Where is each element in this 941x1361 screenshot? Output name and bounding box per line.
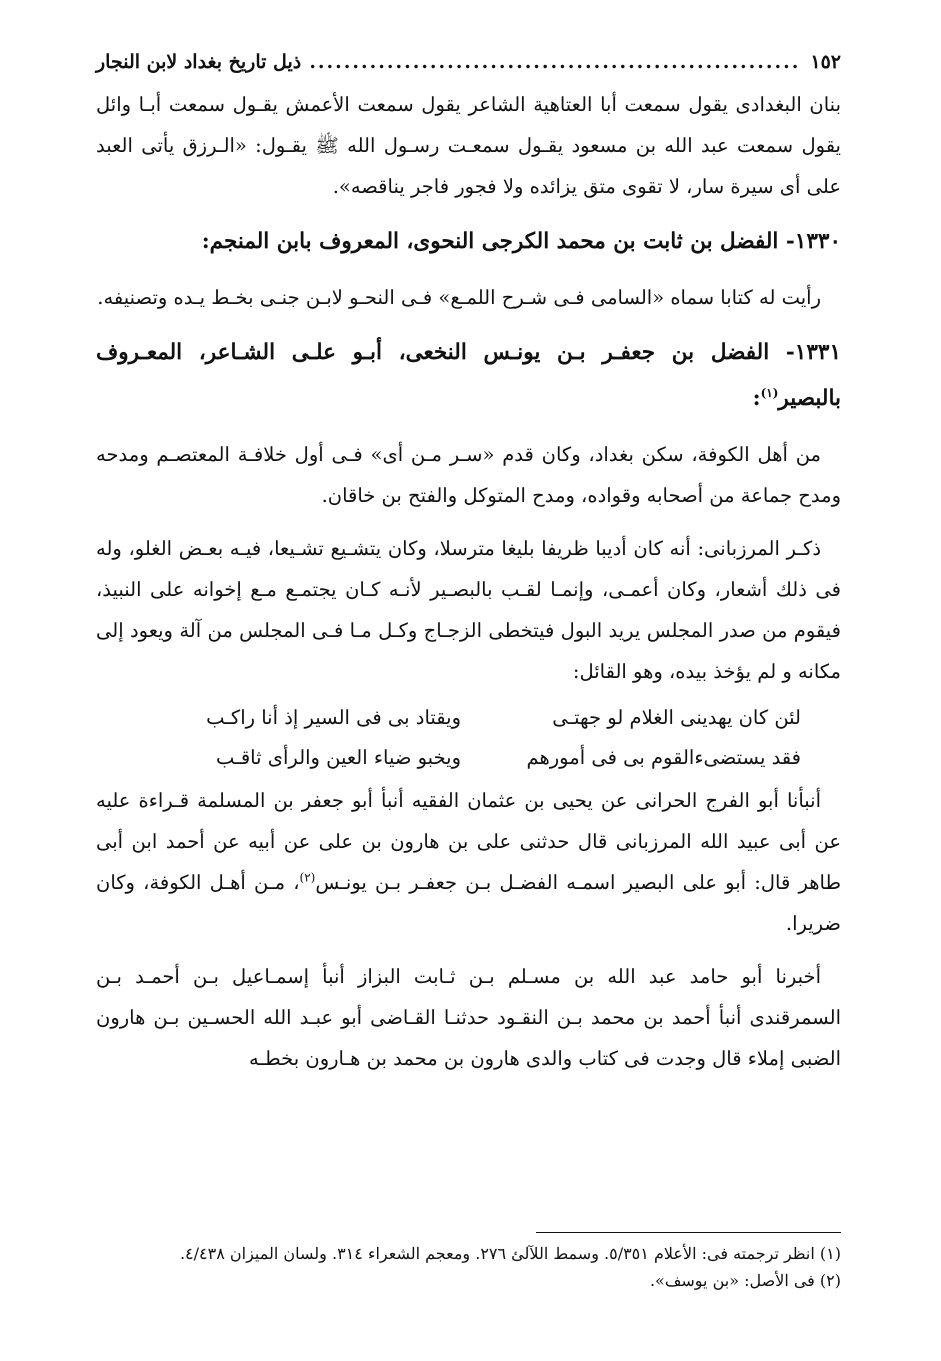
document-page [96,40,841,1341]
footnote-ref-2[interactable]: (٢) [299,870,316,885]
paragraph-marzubani: ذكـر المرزبانى: أنه كان أديبا ظريفا بليغا مترسلا، وكان يتشـيع تشـيعا، فيـه بعـض الغلو، وله فى ذلك أشعار، وكان أعمـى، وإنمـا لقـب بالبصـير لأنـه كـان يجتمـع مـع إخوانه على النبيذ، فيقوم من صدر المجلس يريد البول فيتخطى الزجـاج وكـل مـا فـى المجلس من آلة ويعود إلى مكانه و لم يؤخذ بيده، وهو القائل: [96,537,841,683]
poem-verse [96,738,801,778]
footnote-ref-1[interactable]: (١) [760,385,779,400]
spacer [96,318,841,330]
poem [96,698,841,778]
dotted-leader [311,40,800,84]
spacer [96,944,841,956]
verse-second-hemistich: ويقتاد بى فى السير إذ أنا راكـب [206,706,461,729]
spacer [96,422,841,434]
paragraph-hadith: بنان البغدادى يقول سمعت أبا العتاهية الشاعر يقول سمعت الأعمش يقـول سمعت أبـا وائل يقول سمعت عبد الله بن مسعود يقـول سمعـت رسـول الله ﷺ يقـول: «الـرزق يأتى العبد على أى سيرة سار، لا تقوى متق يزائده ولا فجور فاجر يناقصه». [96,93,841,198]
entry-heading-1331-text: ١٣٣١- الفضل بن جعفـر بـن يونـس النخعى، أبـو علـى الشـاعر، المعـروف بالبصير [96,340,841,411]
paragraph-entry-1331-origin: من أهل الكوفة، سكن بغداد، وكان قدم «سـر مـن أى» فـى أول خلافـة المعتصـم ومدحه ومدح جماعة من أصحابه وقواده، ومدح المتوكل والفتح بن خاقان. [96,443,841,507]
spacer [96,207,841,219]
isnad-text: أنبأنا أبو الفرج الحرانى عن يحيى بن عثمان الفقيه أنبأ أبو جعفر بن المسلمة قـراءة عليه عن أبى عبيد الله المرزبانى قال حدثنى على بن هارون بن على عن أبيه عن أحمد ابن أبى طاهر قال: أبو على البصير اسمـه الفضـل بـن جعفـر بـن يونـس [96,789,841,894]
paragraph-isnad-harrani [96,780,841,944]
spacer [96,516,841,528]
poem-verse [96,698,801,738]
spacer [96,265,841,277]
isnad-text-continued: ، مـن أهـل الكوفة، وكان ضريرا. [96,871,841,935]
verse-second-hemistich: ويخبو ضياء العين والرأى ثاقـب [216,746,461,769]
paragraph-isnad-abu-hamid: أخبرنا أبو حامد عبد الله بن مسـلم بـن ثـابت البزاز أنبأ إسمـاعيل بـن أحمـد بـن السمرقندى أنبأ أحمد بن محمد بـن النقـود حدثنـا القـاضى أبو عبـد الله الحسـين بـن هارون الضبى إملاء قال وجدت فى كتاب والدى هارون بن محمد بن هـارون بخطـه [96,965,841,1070]
verse-first-hemistich: لئن كان يهدينى الغلام لو جهتـى [552,706,801,729]
entry-heading-1330: ١٣٣٠- الفضل بن ثابت بن محمد الكرجى النحوى، المعروف بابن المنجم: [201,229,841,254]
running-title: ذيل تاريخ بغداد لابن النجار [96,51,302,73]
footnotes [96,1240,841,1294]
page-header [96,40,841,84]
page-number: ١٥٢ [810,51,841,73]
paragraph-entry-1330: رأيت له كتابا سماه «السامى فـى شـرح اللمـع» فـى النحـو لابـن جنـى بخـط يـده وتصنيفه. [97,286,821,309]
entry-heading-1331 [96,330,841,422]
footnote-1: (١) انظر ترجمته فى: الأعلام ٥/٣٥١. وسمط اللآلئ ٢٧٦. ومعجم الشعراء ٣١٤. ولسان الميزان ٤/٤٣٨. [179,1244,841,1263]
heading-colon: : [752,386,761,411]
verse-first-hemistich: فقد يستضىءالقوم بى فى أمورهم [526,746,801,769]
footnote-2: (٢) فى الأصل: «بن يوسف». [649,1271,841,1290]
footnote-divider [536,1232,841,1233]
